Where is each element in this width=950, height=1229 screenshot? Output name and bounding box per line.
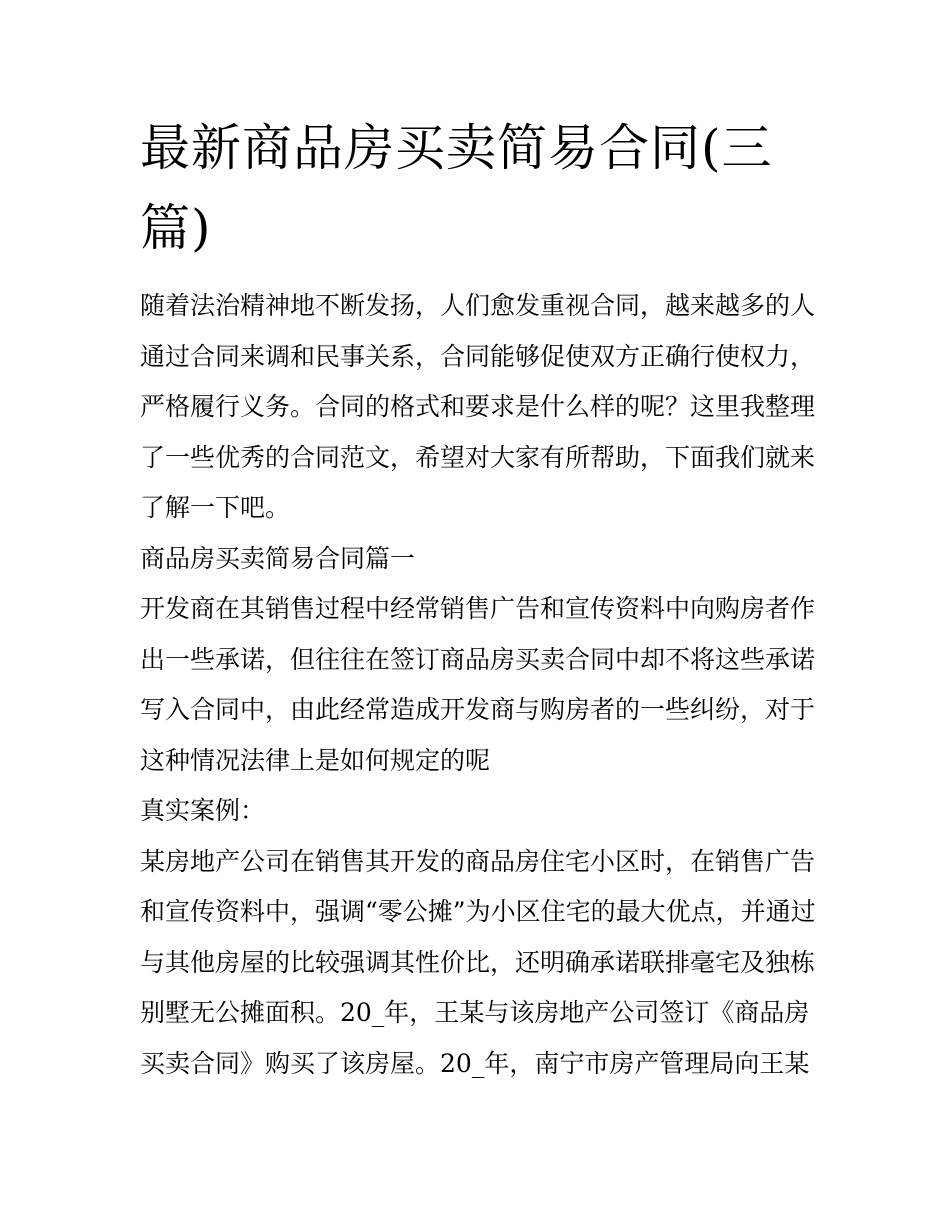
- body-line: 出一些承诺，但往往在签订商品房买卖合同中却不将这些承诺: [140, 644, 816, 674]
- body-line: 开发商在其销售过程中经常销售广告和宣传资料中向购房者作: [140, 594, 816, 623]
- case-heading: 真实案例：: [140, 796, 266, 825]
- title-line: 篇): [140, 199, 212, 257]
- intro-line: 了一些优秀的合同范文，希望对大家有所帮助，下面我们就来: [140, 442, 816, 472]
- body-line: 这种情况法律上是如何规定的呢: [140, 745, 491, 775]
- document-page: [140, 108, 816, 1089]
- intro-line: 严格履行义务。合同的格式和要求是什么样的呢？这里我整理: [140, 392, 816, 421]
- case-line: 和宣传资料中，强调“零公摊”为小区住宅的最大优点，并通过: [140, 897, 816, 926]
- case-line: 别墅无公摊面积。20_年，王某与该房地产公司签订《商品房: [140, 998, 810, 1027]
- intro-line: 通过合同来调和民事关系，合同能够促使双方正确行使权力，: [140, 341, 816, 371]
- intro-line: 随着法治精神地不断发扬，人们愈发重视合同，越来越多的人: [140, 291, 816, 320]
- document-title: [140, 108, 812, 268]
- intro-line: 了解一下吧。: [140, 493, 291, 522]
- case-line: 与其他房屋的比较强调其性价比，还明确承诺联排毫宅及独栋: [140, 947, 816, 977]
- case-line: 某房地产公司在销售其开发的商品房住宅小区时，在销售广告: [140, 846, 816, 876]
- case-line: 买卖合同》购买了该房屋。20_年，南宁市房产管理局向王某: [140, 1048, 810, 1078]
- section-heading: 商品房买卖简易合同篇一: [140, 543, 416, 573]
- document-body: [140, 281, 816, 1089]
- title-line: 最新商品房买卖简易合同(三: [140, 119, 773, 177]
- body-line: 写入合同中，由此经常造成开发商与购房者的一些纠纷，对于: [140, 695, 816, 724]
